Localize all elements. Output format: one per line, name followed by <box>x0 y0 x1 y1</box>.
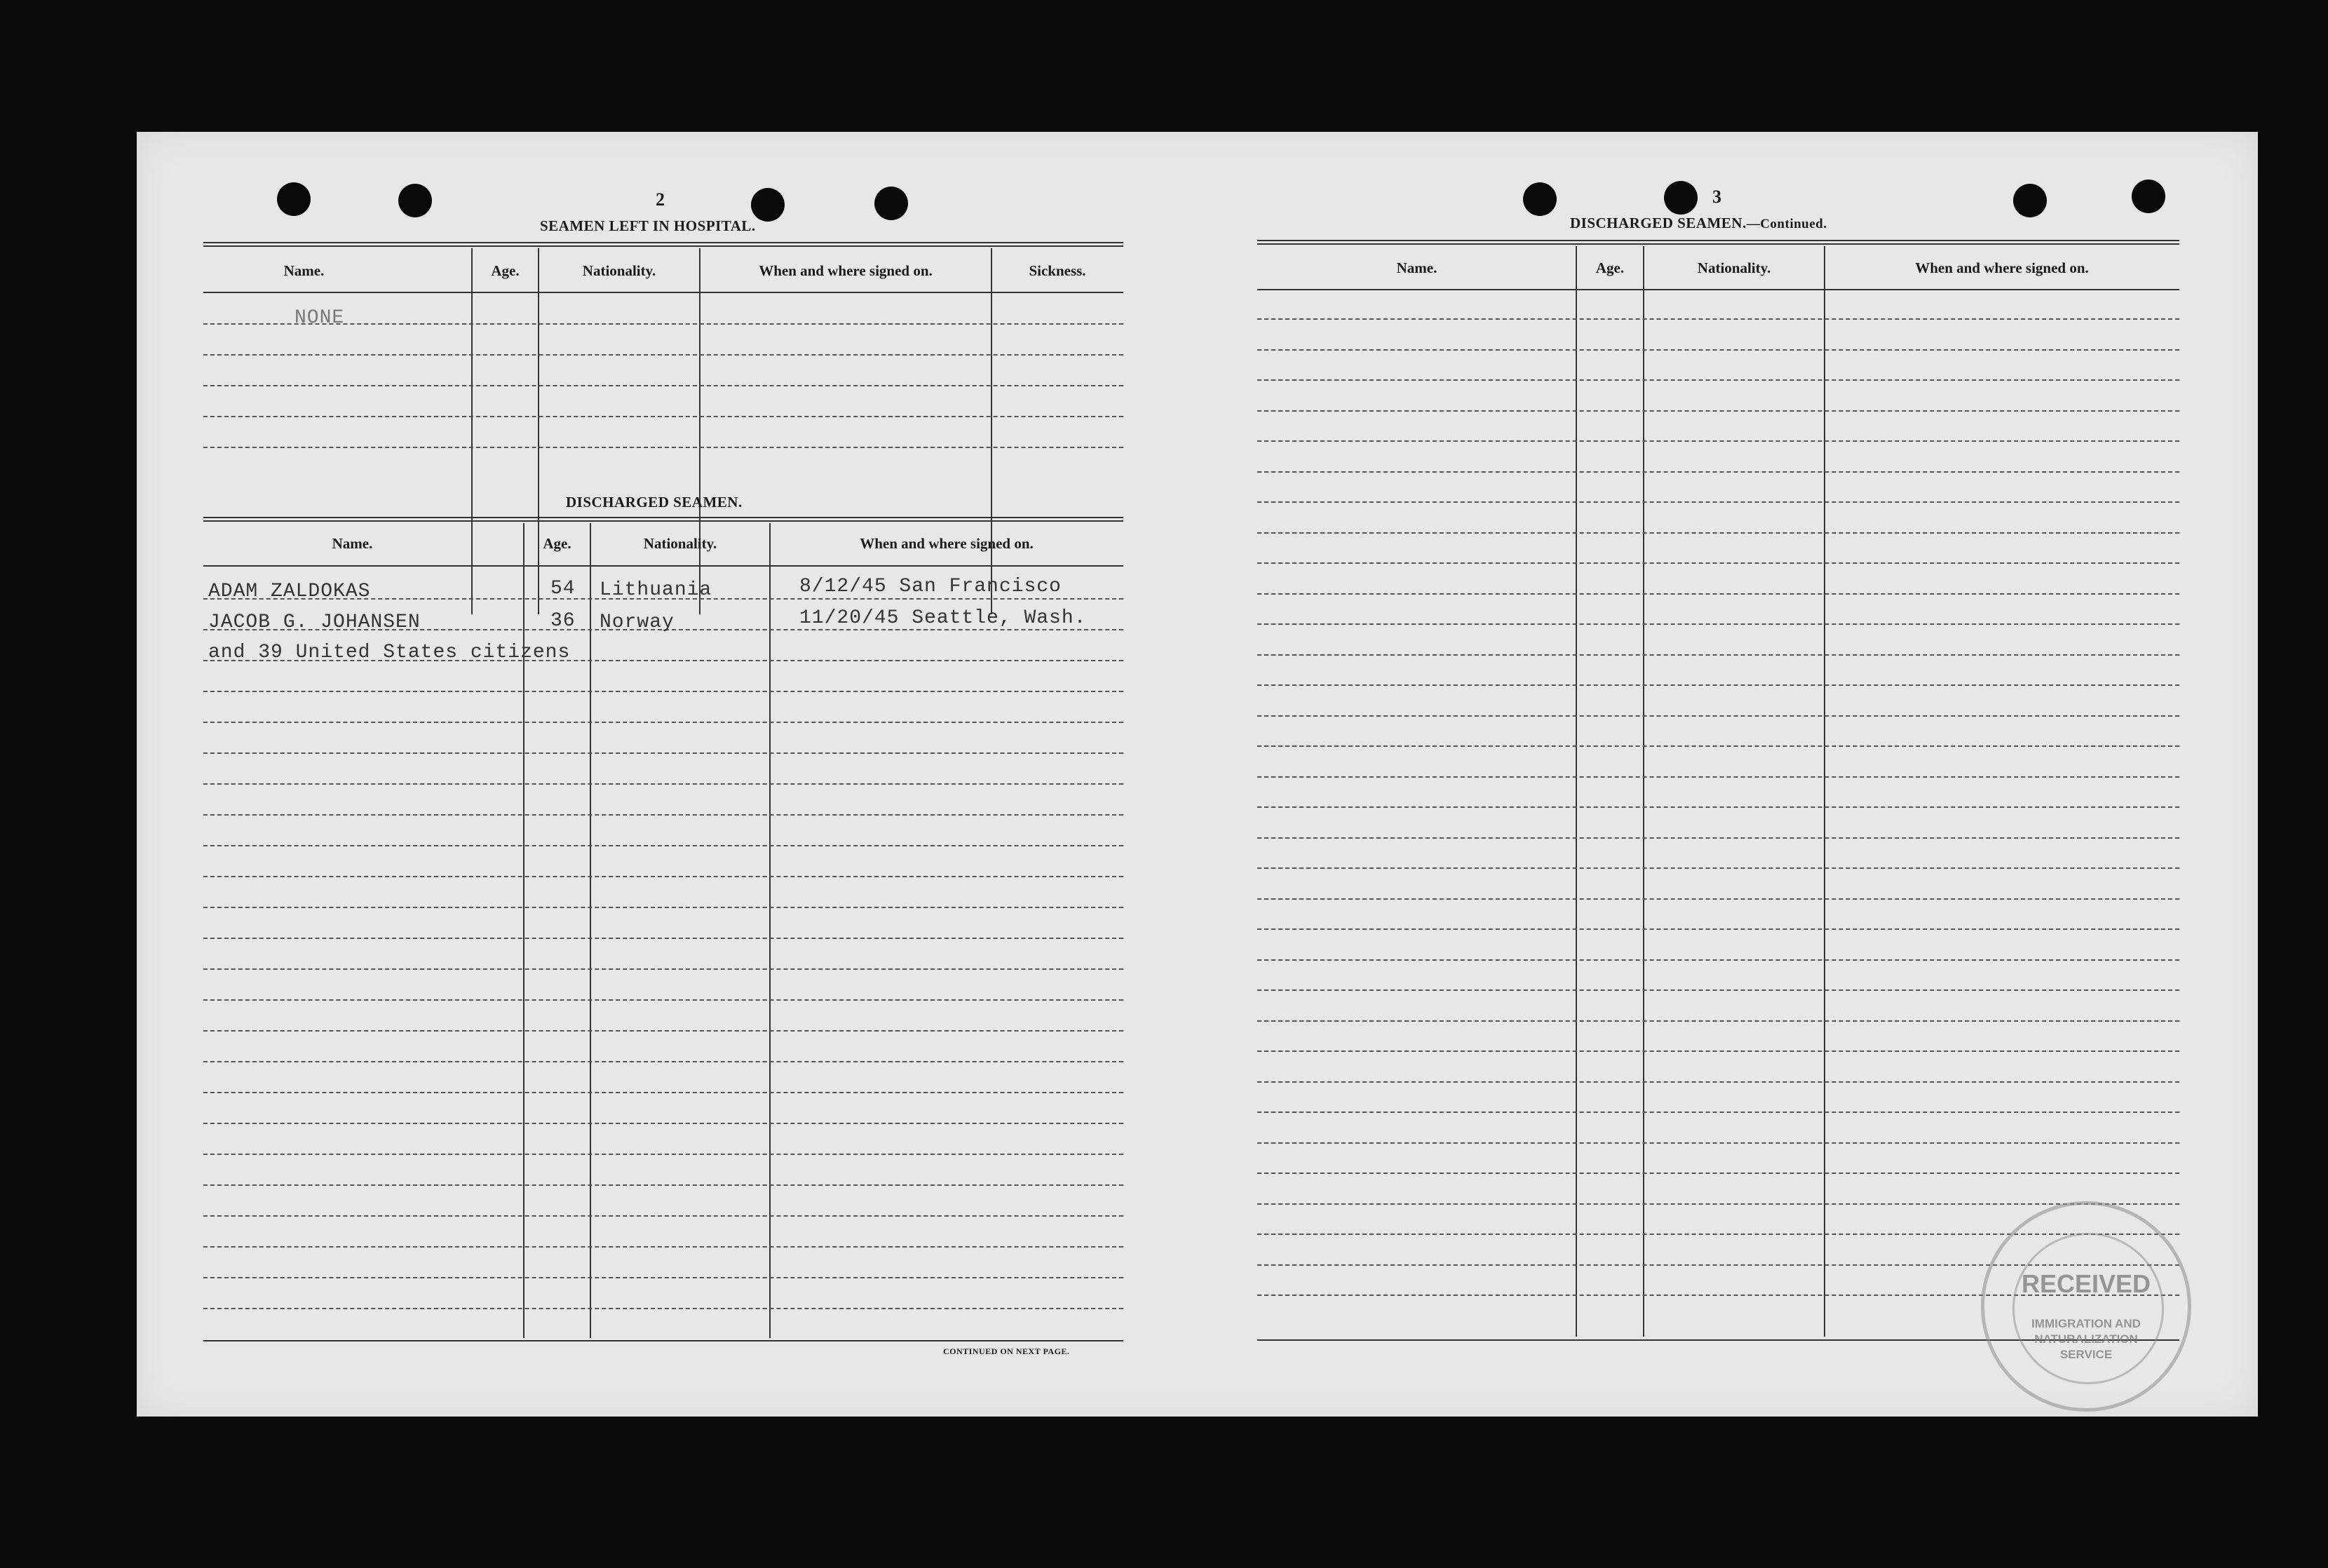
row-rule <box>1257 684 2179 686</box>
row-rule <box>1257 440 2179 442</box>
row-rule <box>203 385 1123 386</box>
row-rule <box>203 1184 1123 1186</box>
row-rule <box>1257 776 2179 778</box>
row-rule <box>203 845 1123 846</box>
row-rule <box>1257 1203 2179 1205</box>
column-divider <box>991 248 992 614</box>
row-rule <box>203 1154 1123 1155</box>
row-rule <box>1257 410 2179 412</box>
row-rule <box>1257 593 2179 595</box>
table-rule <box>203 242 1123 247</box>
seaman-signed-on: 8/12/45 San Francisco <box>799 576 1062 597</box>
row-rule <box>1257 806 2179 808</box>
column-header: Age. <box>543 535 571 552</box>
row-rule <box>203 999 1123 1001</box>
row-rule <box>1257 532 2179 534</box>
row-rule <box>1257 989 2179 991</box>
row-rule <box>1257 501 2179 503</box>
row-rule <box>1257 837 2179 839</box>
row-rule <box>1257 1050 2179 1052</box>
column-header: Age. <box>491 262 520 279</box>
heading-continued: —Continued. <box>1746 217 1827 231</box>
column-header: Nationality. <box>1697 259 1771 276</box>
column-header: Name. <box>283 262 325 279</box>
discharged-continued-heading <box>1570 215 1827 232</box>
row-rule <box>203 1277 1123 1278</box>
row-rule <box>203 968 1123 970</box>
stamp-main-text: RECEIVED <box>2021 1269 2151 1298</box>
discharged-heading: DISCHARGED SEAMEN. <box>566 494 743 511</box>
row-rule <box>203 1123 1123 1124</box>
row-rule <box>203 447 1123 448</box>
document-sheet <box>137 132 2258 1417</box>
table-rule <box>203 517 1123 522</box>
row-rule <box>1257 1081 2179 1083</box>
row-rule <box>1257 349 2179 351</box>
row-rule <box>1257 867 2179 869</box>
row-rule <box>1257 471 2179 473</box>
row-rule <box>1257 623 2179 625</box>
column-header: Sickness. <box>1029 262 1086 279</box>
row-rule <box>203 691 1123 692</box>
row-rule <box>203 1246 1123 1248</box>
hospital-heading: SEAMEN LEFT IN HOSPITAL. <box>540 217 756 234</box>
row-rule <box>1257 379 2179 381</box>
row-rule <box>1257 898 2179 900</box>
row-rule <box>1257 745 2179 747</box>
row-rule <box>203 416 1123 417</box>
row-rule <box>203 783 1123 785</box>
punch-hole <box>751 188 785 222</box>
row-rule <box>1257 928 2179 930</box>
row-rule <box>203 752 1123 754</box>
column-divider <box>699 248 701 614</box>
seaman-signed-on: 11/20/45 Seattle, Wash. <box>799 607 1087 629</box>
column-header: Name. <box>332 535 373 552</box>
row-rule <box>1257 1111 2179 1113</box>
received-stamp <box>1981 1201 2191 1412</box>
row-rule <box>1257 1142 2179 1144</box>
row-rule <box>1257 1020 2179 1022</box>
seaman-name: JACOB G. JOHANSEN <box>208 611 421 633</box>
column-header: When and where signed on. <box>759 262 933 279</box>
row-rule <box>1257 959 2179 961</box>
row-rule <box>203 1092 1123 1093</box>
page-number: 3 <box>1712 187 1721 207</box>
stamp-line: SERVICE <box>2059 1348 2113 1361</box>
table-rule <box>1257 240 2179 245</box>
punch-hole <box>2132 180 2165 213</box>
row-rule <box>203 814 1123 816</box>
hospital-entry: NONE <box>295 307 345 329</box>
stamp-line: IMMIGRATION AND <box>2031 1317 2141 1330</box>
header-rule <box>203 565 1123 567</box>
discharged-note: and 39 United States citizens <box>208 642 571 663</box>
seaman-age: 54 <box>550 578 576 600</box>
seaman-name: ADAM ZALDOKAS <box>208 581 371 602</box>
page-number: 2 <box>656 189 665 210</box>
punch-hole <box>1523 182 1557 216</box>
heading-text: DISCHARGED SEAMEN. <box>1570 215 1747 231</box>
column-divider <box>471 248 473 614</box>
row-rule <box>203 1030 1123 1032</box>
stamp-line: NATURALIZATION <box>2034 1332 2138 1346</box>
row-rule <box>203 1061 1123 1062</box>
column-header: When and where signed on. <box>1915 259 2089 276</box>
row-rule <box>203 938 1123 939</box>
header-rule <box>203 292 1123 293</box>
punch-hole <box>398 184 432 217</box>
column-header: Nationality. <box>582 262 656 279</box>
punch-hole <box>277 182 311 216</box>
header-rule <box>1257 289 2179 290</box>
seaman-age: 36 <box>550 610 576 632</box>
column-header: When and where signed on. <box>860 535 1034 552</box>
row-rule <box>1257 318 2179 320</box>
row-rule <box>203 722 1123 723</box>
row-rule <box>203 876 1123 877</box>
punch-hole <box>2013 184 2047 217</box>
row-rule <box>203 907 1123 908</box>
punch-hole <box>1664 181 1698 215</box>
row-rule <box>203 354 1123 356</box>
row-rule <box>1257 654 2179 656</box>
seaman-nationality: Norway <box>600 611 675 633</box>
continued-note: CONTINUED ON NEXT PAGE. <box>943 1346 1070 1356</box>
row-rule <box>203 1215 1123 1217</box>
row-rule <box>1257 715 2179 717</box>
punch-hole <box>874 187 908 220</box>
column-divider <box>538 248 539 614</box>
column-header: Age. <box>1595 259 1625 276</box>
column-header: Nationality. <box>643 535 717 552</box>
row-rule <box>1257 562 2179 564</box>
column-header: Name. <box>1396 259 1437 276</box>
row-rule <box>203 1308 1123 1309</box>
row-rule <box>1257 1172 2179 1174</box>
seaman-nationality: Lithuania <box>600 579 712 601</box>
table-bottom-rule <box>203 1340 1123 1341</box>
